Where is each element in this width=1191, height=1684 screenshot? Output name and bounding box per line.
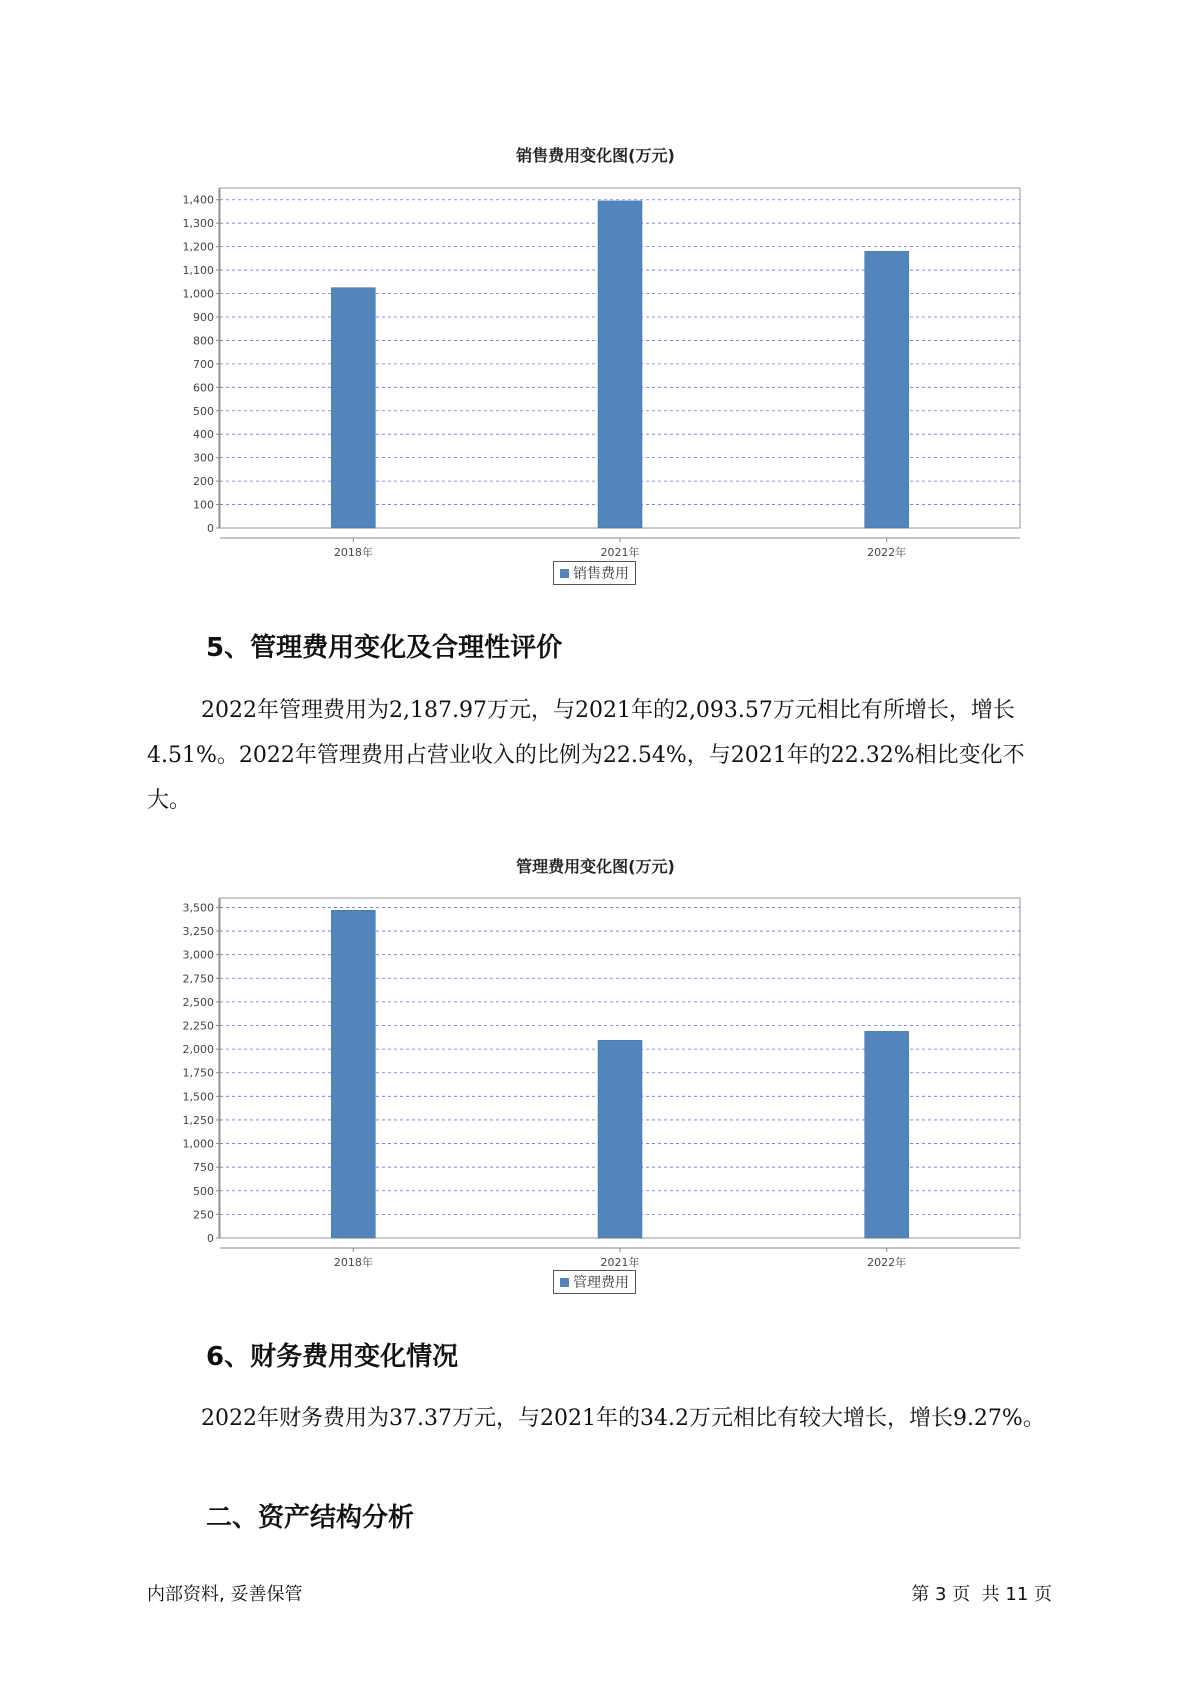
y-tick-label: 1,300: [182, 217, 214, 231]
chart2-plot: [160, 890, 1020, 1270]
y-tick-label: 250: [193, 1208, 214, 1222]
bar: [598, 201, 642, 528]
y-tick-label: 200: [193, 475, 214, 489]
y-tick-label: 500: [193, 1184, 214, 1198]
y-tick-label: 3,000: [182, 948, 214, 962]
footer-note: 内部资料, 妥善保管: [147, 1584, 303, 1605]
y-tick-label: 600: [193, 381, 214, 395]
x-tick-label: 2018年: [333, 546, 373, 559]
y-tick-label: 0: [207, 1232, 214, 1245]
chart2-title: 管理费用变化图(万元): [516, 857, 675, 876]
x-tick-label: 2022年: [867, 1256, 907, 1269]
section-2-heading: 二、资产结构分析: [206, 1503, 415, 1533]
y-tick-label: 1,200: [182, 240, 214, 254]
y-tick-label: 1,400: [182, 193, 214, 207]
x-tick-label: 2021年: [600, 546, 640, 559]
y-tick-label: 100: [193, 498, 214, 512]
y-tick-label: 0: [207, 522, 214, 535]
chart2-legend-label: 管理费用: [573, 1275, 629, 1291]
y-tick-label: 900: [193, 310, 214, 324]
y-tick-label: 1,100: [182, 264, 214, 278]
chart1-legend: [553, 561, 636, 585]
y-tick-label: 1,500: [182, 1090, 214, 1104]
y-tick-label: 1,250: [182, 1113, 214, 1127]
y-tick-label: 300: [193, 451, 214, 465]
y-tick-label: 1,750: [182, 1066, 214, 1080]
chart1-legend-label: 销售费用: [573, 566, 629, 582]
bar: [331, 910, 375, 1238]
y-tick-label: 2,000: [182, 1043, 214, 1057]
chart2-legend: [553, 1270, 636, 1294]
y-tick-label: 2,500: [182, 995, 214, 1009]
y-tick-label: 500: [193, 404, 214, 418]
section-6-heading: 6、财务费用变化情况: [206, 1342, 459, 1372]
bar: [865, 251, 909, 528]
bar: [865, 1031, 909, 1238]
section-6-paragraph: 2022年财务费用为37.37万元，与2021年的34.2万元相比有较大增长，增长9.27%。: [201, 1406, 1045, 1431]
footer-page-number: 第 3 页 共 11 页: [911, 1584, 1052, 1605]
section-5-paragraph: 2022年管理费用为2,187.97万元，与2021年的2,093.57万元相比有所增长，增长4.51%。2022年管理费用占营业收入的比例为22.54%，与2021年的22.32%相比变化不大。: [147, 698, 1025, 813]
x-tick-label: 2022年: [867, 546, 907, 559]
legend-swatch-icon: [560, 1278, 569, 1287]
legend-swatch-icon: [560, 569, 569, 578]
x-tick-label: 2018年: [333, 1256, 373, 1269]
x-tick-label: 2021年: [600, 1256, 640, 1269]
y-tick-label: 3,500: [182, 901, 214, 915]
bar: [331, 288, 375, 528]
y-tick-label: 800: [193, 334, 214, 348]
y-tick-label: 2,750: [182, 972, 214, 986]
y-tick-label: 400: [193, 428, 214, 442]
bar: [598, 1040, 642, 1238]
y-tick-label: 700: [193, 357, 214, 371]
y-tick-label: 750: [193, 1161, 214, 1175]
y-tick-label: 1,000: [182, 1137, 214, 1151]
y-tick-label: 1,000: [182, 287, 214, 301]
chart1-plot: [160, 180, 1020, 560]
section-5-heading: 5、管理费用变化及合理性评价: [206, 633, 563, 663]
y-tick-label: 3,250: [182, 925, 214, 939]
chart1-title: 销售费用变化图(万元): [516, 146, 675, 165]
y-tick-label: 2,250: [182, 1019, 214, 1033]
